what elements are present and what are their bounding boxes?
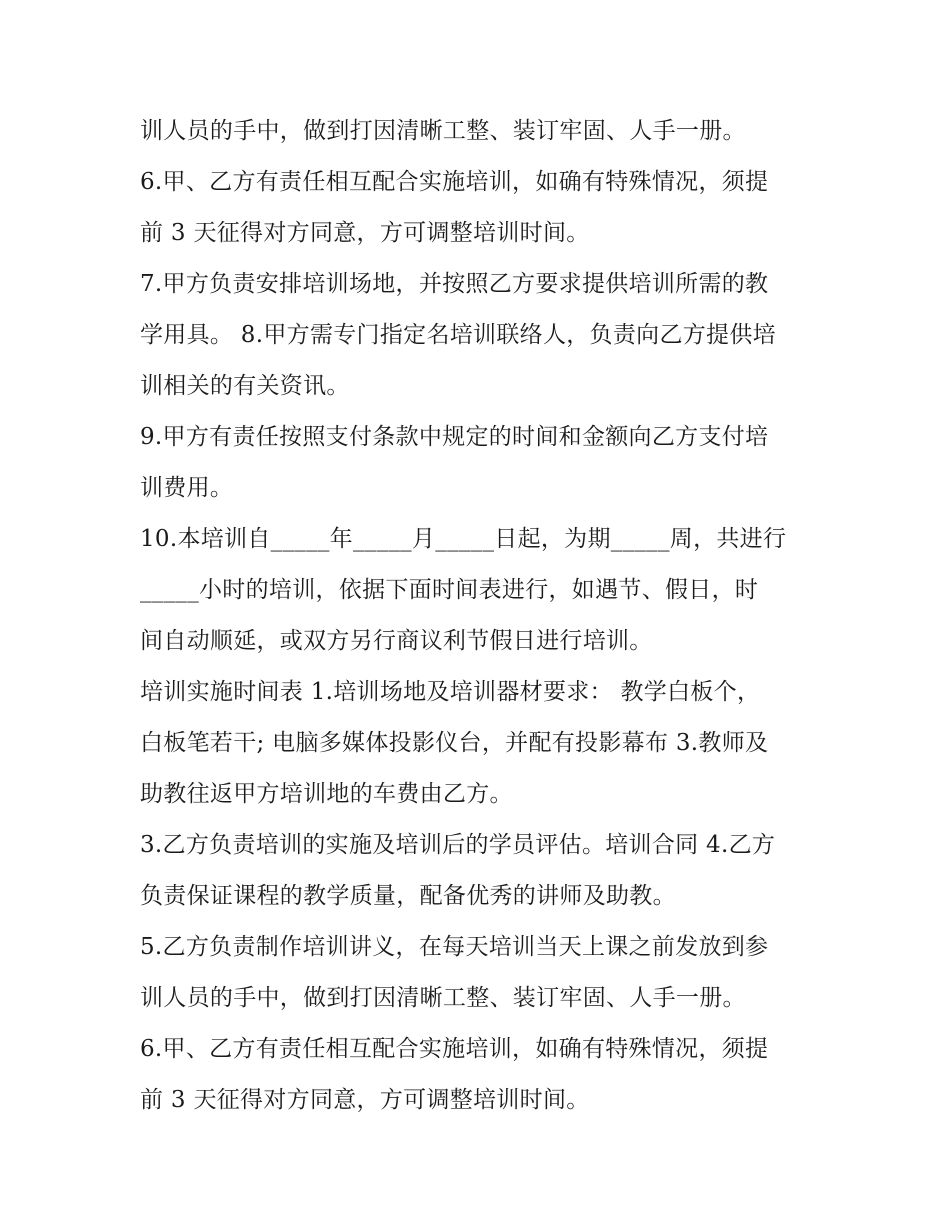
- text-line: 白板笔若干; 电脑多媒体投影仪台，并配有投影幕布 3.教师及: [140, 730, 769, 756]
- text-line: 7.甲方负责安排培训场地，并按照乙方要求提供培训所需的教: [140, 271, 769, 297]
- text-line: 负责保证课程的教学质量，配备优秀的讲师及助教。: [140, 883, 676, 909]
- text-line: 10.本培训自_____年_____月_____日起，为期_____周，共进行: [140, 526, 787, 552]
- text-line: 前 3 天征得对方同意，方可调整培训时间。: [140, 1087, 590, 1113]
- text-line: _____小时的培训，依据下面时间表进行，如遇节、假日，时: [140, 577, 759, 603]
- text-line: 间自动顺延，或双方另行商议利节假日进行培训。: [140, 628, 653, 654]
- text-line: 训人员的手中，做到打因清晰工整、装订牢固、人手一册。: [140, 985, 746, 1011]
- text-line: 训人员的手中，做到打因清晰工整、装订牢固、人手一册。: [140, 118, 746, 144]
- text-line: 训相关的有关资讯。: [140, 373, 350, 399]
- text-line: 9.甲方有责任按照支付条款中规定的时间和金额向乙方支付培: [140, 424, 769, 450]
- text-line: 学用具。 8.甲方需专门指定名培训联络人，负责向乙方提供培: [140, 322, 776, 348]
- text-line: 培训实施时间表 1.培训场地及培训器材要求： 教学白板个，: [140, 679, 761, 705]
- text-line: 5.乙方负责制作培训讲义，在每天培训当天上课之前发放到参: [140, 934, 769, 960]
- text-line: 6.甲、乙方有责任相互配合实施培训，如确有特殊情况，须提: [140, 1036, 769, 1062]
- text-line: 3.乙方负责培训的实施及培训后的学员评估。培训合同 4.乙方: [140, 832, 776, 858]
- text-line: 6.甲、乙方有责任相互配合实施培训，如确有特殊情况，须提: [140, 169, 769, 195]
- text-line: 助教往返甲方培训地的车费由乙方。: [140, 781, 513, 807]
- text-line: 训费用。: [140, 475, 234, 501]
- document-body: [140, 106, 830, 1126]
- text-line: 前 3 天征得对方同意，方可调整培训时间。: [140, 220, 590, 246]
